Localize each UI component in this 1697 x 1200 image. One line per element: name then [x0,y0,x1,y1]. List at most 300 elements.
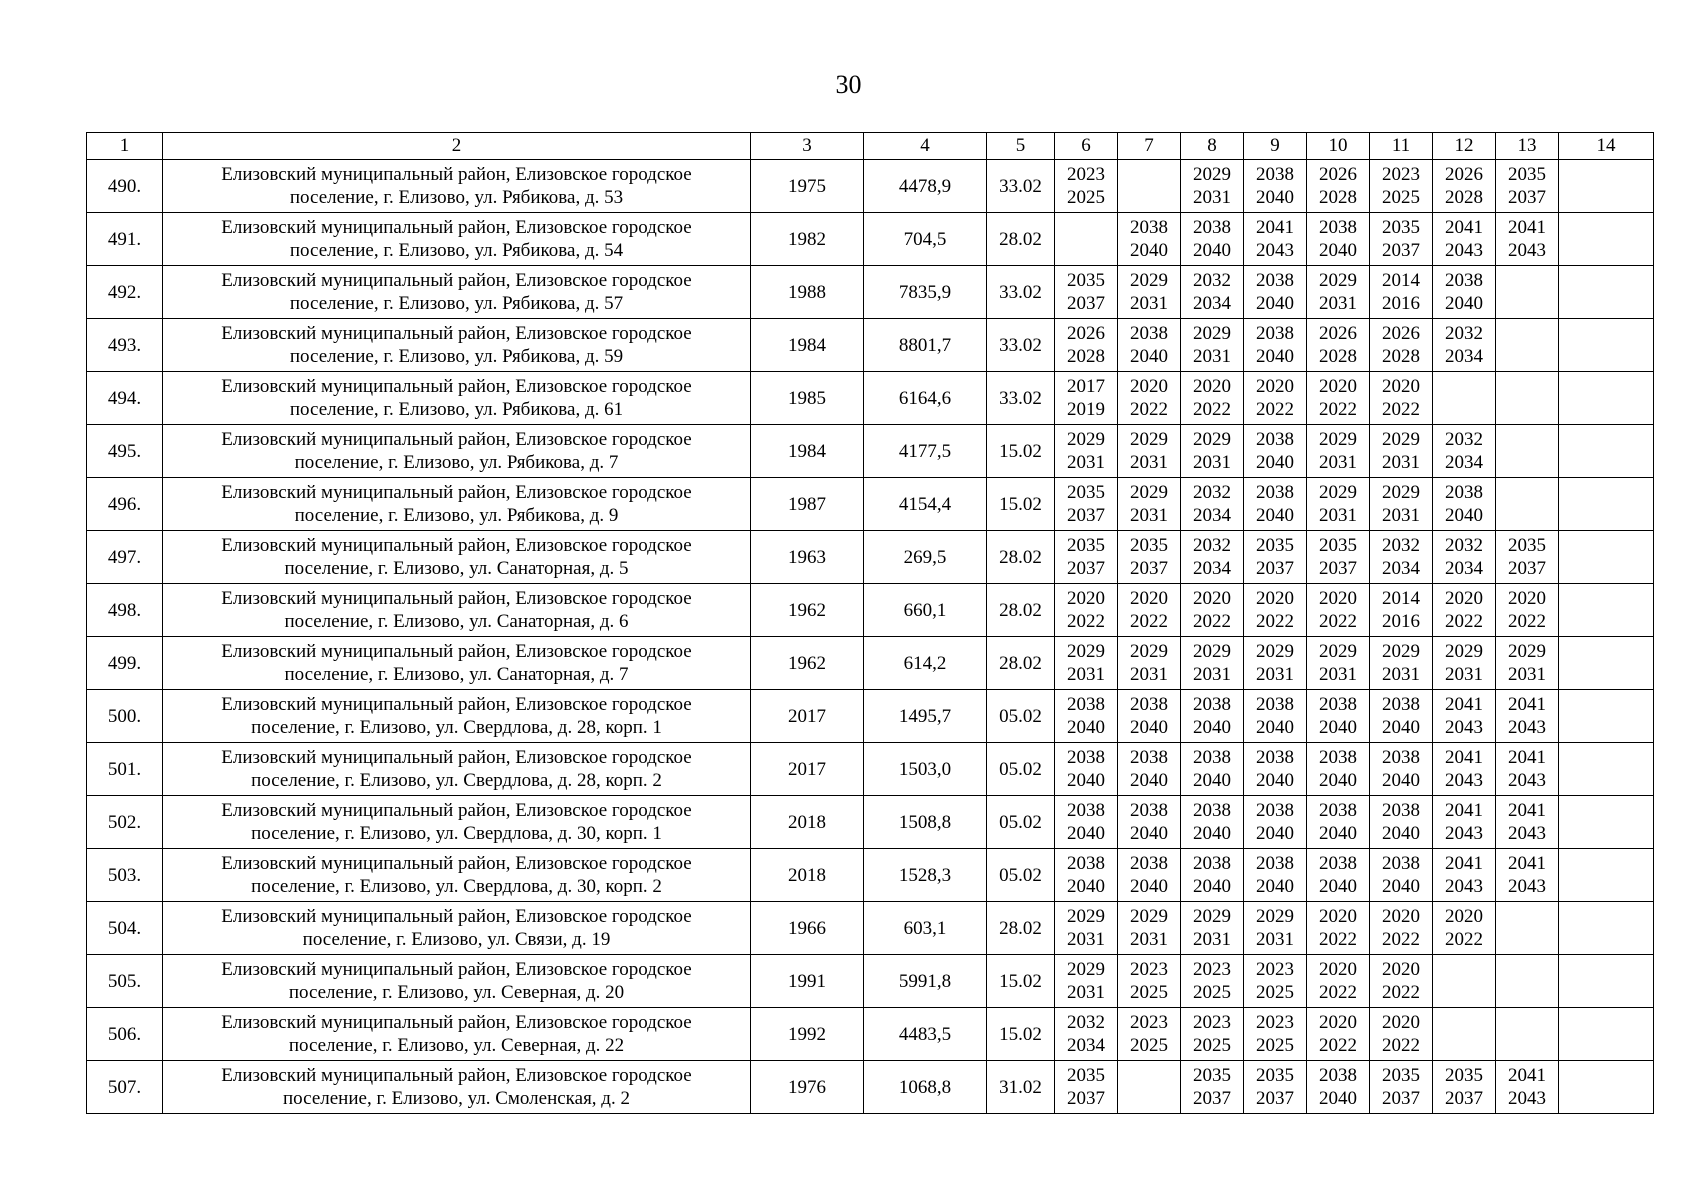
period-cell-11 [1370,372,1433,425]
period-end: 2031 [1319,505,1357,526]
row-number: 506. [87,1008,163,1061]
period-cell-6 [1055,743,1118,796]
period-cell-12 [1433,160,1496,213]
period-end: 2034 [1193,293,1231,314]
period-start: 2041 [1508,853,1546,874]
address-cell [163,266,751,319]
period-start: 2029 [1067,959,1105,980]
period-cell-8 [1181,372,1244,425]
table-body [87,160,1654,1114]
period-cell-8 [1181,1061,1244,1114]
period-start: 2041 [1445,217,1483,238]
period-cell-8 [1181,743,1244,796]
period-cell-10 [1307,1008,1370,1061]
period-end: 2040 [1319,717,1357,738]
build-year-cell: 1984 [751,319,864,372]
period-start: 2032 [1445,535,1483,556]
table-row [87,743,1654,796]
period-cell-7 [1118,531,1181,584]
period-cell-9 [1244,1061,1307,1114]
period-cell-9 [1244,584,1307,637]
address-line-2: поселение, г. Елизово, ул. Свердлова, д. 30, корп. 2 [251,876,662,897]
period-end: 2043 [1508,770,1546,791]
period-start: 2035 [1067,270,1105,291]
period-cell-11 [1370,478,1433,531]
period-start: 2041 [1256,217,1294,238]
column-header-5: 5 [987,133,1055,160]
area-cell: 614,2 [864,637,987,690]
area-cell: 4154,4 [864,478,987,531]
period-start: 2020 [1130,588,1168,609]
build-year-cell: 1987 [751,478,864,531]
period-cell-10 [1307,213,1370,266]
address-line-2: поселение, г. Елизово, ул. Рябикова, д. 61 [289,399,624,420]
period-start: 2038 [1193,747,1231,768]
period-cell-13 [1496,160,1559,213]
period-end: 2043 [1445,876,1483,897]
period-cell-10 [1307,743,1370,796]
period-cell-7 [1118,902,1181,955]
period-start: 2023 [1067,164,1105,185]
area-cell: 1068,8 [864,1061,987,1114]
period-cell-13 [1496,637,1559,690]
address-cell [163,584,751,637]
period-end: 2040 [1445,505,1483,526]
period-cell-7 [1118,637,1181,690]
period-end: 2022 [1193,611,1231,632]
area-cell: 1508,8 [864,796,987,849]
period-cell-11 [1370,902,1433,955]
area-cell: 4483,5 [864,1008,987,1061]
period-start: 2020 [1445,588,1483,609]
period-start: 2020 [1130,376,1168,397]
area-cell: 4478,9 [864,160,987,213]
period-cell-10 [1307,160,1370,213]
row-number: 494. [87,372,163,425]
address-line-1: Елизовский муниципальный район, Елизовское городское [221,482,692,503]
period-end: 2022 [1256,399,1294,420]
row-number: 495. [87,425,163,478]
period-cell-9 [1244,955,1307,1008]
page-number: 30 [835,70,862,99]
period-cell-6 [1055,1008,1118,1061]
period-start: 2029 [1319,429,1357,450]
row-number: 490. [87,160,163,213]
period-end: 2037 [1067,558,1105,579]
period-start: 2041 [1508,1065,1546,1086]
period-cell-14 [1559,372,1654,425]
build-year-cell: 1962 [751,637,864,690]
period-end: 2043 [1508,240,1546,261]
period-start: 2032 [1067,1012,1105,1033]
period-end: 2031 [1193,346,1231,367]
period-end: 2040 [1130,823,1168,844]
period-end: 2031 [1130,929,1168,950]
address-line-1: Елизовский муниципальный район, Елизовское городское [221,535,692,556]
period-cell-11 [1370,319,1433,372]
period-start: 2038 [1382,694,1420,715]
period-end: 2037 [1256,1088,1294,1109]
period-start: 2029 [1319,270,1357,291]
period-cell-6 [1055,796,1118,849]
period-end: 2037 [1067,1088,1105,1109]
period-end: 2031 [1193,664,1231,685]
period-start: 2041 [1445,800,1483,821]
address-cell [163,690,751,743]
period-start: 2035 [1319,535,1357,556]
period-cell-6 [1055,425,1118,478]
period-start: 2029 [1382,482,1420,503]
address-cell [163,478,751,531]
period-start: 2026 [1067,323,1105,344]
period-cell-12 [1433,902,1496,955]
code-cell: 05.02 [987,743,1055,796]
table-row [87,849,1654,902]
period-start: 2038 [1256,482,1294,503]
code-cell: 28.02 [987,637,1055,690]
address-line-2: поселение, г. Елизово, ул. Северная, д. 22 [288,1035,625,1056]
column-header-1: 1 [87,133,163,160]
period-start: 2038 [1256,270,1294,291]
period-end: 2040 [1256,346,1294,367]
period-cell-14 [1559,266,1654,319]
period-start: 2020 [1067,588,1105,609]
address-line-2: поселение, г. Елизово, ул. Санаторная, д. 5 [284,558,629,579]
area-cell: 269,5 [864,531,987,584]
period-cell-7 [1118,372,1181,425]
period-cell-14 [1559,478,1654,531]
period-end: 2031 [1067,452,1105,473]
period-end: 2040 [1256,505,1294,526]
period-start: 2020 [1319,588,1357,609]
period-start: 2023 [1130,959,1168,980]
period-cell-11 [1370,266,1433,319]
period-cell-10 [1307,849,1370,902]
period-end: 2019 [1067,399,1105,420]
period-end: 2022 [1319,399,1357,420]
code-cell: 31.02 [987,1061,1055,1114]
period-start: 2020 [1319,1012,1357,1033]
period-cell-14 [1559,319,1654,372]
period-end: 2034 [1445,558,1483,579]
period-cell-13 [1496,213,1559,266]
period-cell-13 [1496,690,1559,743]
period-start: 2038 [1193,694,1231,715]
period-cell-12 [1433,955,1496,1008]
period-start: 2038 [1193,853,1231,874]
table-row [87,319,1654,372]
address-line-2: поселение, г. Елизово, ул. Рябикова, д. 59 [289,346,624,367]
period-start: 2038 [1256,800,1294,821]
period-end: 2034 [1382,558,1420,579]
period-end: 2040 [1382,823,1420,844]
period-start: 2020 [1508,588,1546,609]
build-year-cell: 2017 [751,690,864,743]
period-start: 2035 [1508,164,1546,185]
period-cell-6 [1055,849,1118,902]
period-start: 2038 [1445,270,1483,291]
period-end: 2037 [1382,1088,1420,1109]
period-cell-13 [1496,319,1559,372]
period-start: 2023 [1193,1012,1231,1033]
period-cell-7 [1118,955,1181,1008]
table-row [87,1008,1654,1061]
period-start: 2029 [1067,641,1105,662]
period-end: 2040 [1445,293,1483,314]
period-start: 2023 [1382,164,1420,185]
period-start: 2020 [1319,376,1357,397]
address-line-1: Елизовский муниципальный район, Елизовское городское [221,694,692,715]
period-cell-9 [1244,1008,1307,1061]
period-cell-11 [1370,743,1433,796]
period-cell-13 [1496,425,1559,478]
build-year-cell: 2018 [751,849,864,902]
period-cell-7 [1118,319,1181,372]
period-start: 2038 [1319,217,1357,238]
period-cell-10 [1307,902,1370,955]
period-cell-13 [1496,1061,1559,1114]
table-row [87,213,1654,266]
period-end: 2040 [1193,240,1231,261]
period-end: 2043 [1445,240,1483,261]
period-end: 2022 [1508,611,1546,632]
period-end: 2040 [1067,876,1105,897]
period-start: 2038 [1319,800,1357,821]
period-start: 2020 [1445,906,1483,927]
period-start: 2032 [1382,535,1420,556]
period-end: 2022 [1067,611,1105,632]
column-header-4: 4 [864,133,987,160]
period-end: 2031 [1319,293,1357,314]
address-cell [163,160,751,213]
period-start: 2038 [1130,747,1168,768]
period-end: 2040 [1256,452,1294,473]
period-end: 2028 [1067,346,1105,367]
period-cell-8 [1181,213,1244,266]
period-cell-10 [1307,1061,1370,1114]
period-end: 2040 [1319,240,1357,261]
period-end: 2022 [1130,399,1168,420]
address-cell [163,425,751,478]
column-header-9: 9 [1244,133,1307,160]
period-cell-12 [1433,213,1496,266]
period-start: 2029 [1130,429,1168,450]
period-start: 2041 [1508,694,1546,715]
build-year-cell: 1966 [751,902,864,955]
address-cell [163,796,751,849]
address-line-1: Елизовский муниципальный район, Елизовское городское [221,906,692,927]
period-cell-6 [1055,1061,1118,1114]
column-header-13: 13 [1496,133,1559,160]
period-cell-6 [1055,531,1118,584]
address-line-2: поселение, г. Елизово, ул. Свердлова, д. 30, корп. 1 [251,823,662,844]
period-cell-7 [1118,266,1181,319]
period-start: 2038 [1256,747,1294,768]
period-end: 2040 [1382,876,1420,897]
period-start: 2029 [1193,164,1231,185]
period-cell-11 [1370,849,1433,902]
period-cell-11 [1370,584,1433,637]
period-cell-14 [1559,796,1654,849]
period-start: 2038 [1067,694,1105,715]
period-start: 2029 [1193,906,1231,927]
address-cell [163,849,751,902]
period-end: 2040 [1256,293,1294,314]
period-cell-11 [1370,1008,1433,1061]
period-start: 2038 [1067,853,1105,874]
period-start: 2038 [1382,747,1420,768]
period-start: 2032 [1193,270,1231,291]
build-year-cell: 1991 [751,955,864,1008]
address-line-1: Елизовский муниципальный район, Елизовское городское [221,747,692,768]
table-row [87,160,1654,213]
period-end: 2031 [1130,452,1168,473]
period-cell-9 [1244,425,1307,478]
period-end: 2025 [1382,187,1420,208]
area-cell: 660,1 [864,584,987,637]
period-start: 2035 [1067,482,1105,503]
period-cell-8 [1181,531,1244,584]
table-header [87,133,1654,160]
address-line-2: поселение, г. Елизово, ул. Санаторная, д. 6 [284,611,629,632]
row-number: 503. [87,849,163,902]
column-header-14: 14 [1559,133,1654,160]
period-end: 2031 [1445,664,1483,685]
period-cell-8 [1181,955,1244,1008]
period-cell-8 [1181,690,1244,743]
period-cell-14 [1559,743,1654,796]
period-cell-10 [1307,478,1370,531]
period-start: 2038 [1319,694,1357,715]
build-year-cell: 1975 [751,160,864,213]
period-cell-12 [1433,531,1496,584]
period-cell-10 [1307,425,1370,478]
period-cell-13 [1496,902,1559,955]
period-cell-14 [1559,1061,1654,1114]
period-cell-9 [1244,796,1307,849]
period-cell-9 [1244,478,1307,531]
period-start: 2029 [1067,906,1105,927]
period-cell-8 [1181,478,1244,531]
period-cell-10 [1307,372,1370,425]
period-cell-8 [1181,425,1244,478]
period-end: 2016 [1382,293,1420,314]
period-end: 2031 [1382,452,1420,473]
period-start: 2038 [1130,323,1168,344]
period-cell-9 [1244,743,1307,796]
period-end: 2043 [1508,823,1546,844]
address-line-2: поселение, г. Елизово, ул. Рябикова, д. 7 [294,452,619,473]
period-cell-11 [1370,213,1433,266]
period-cell-8 [1181,849,1244,902]
period-end: 2040 [1130,240,1168,261]
period-start: 2038 [1256,694,1294,715]
period-start: 2038 [1130,694,1168,715]
area-cell: 6164,6 [864,372,987,425]
period-end: 2040 [1319,876,1357,897]
period-cell-10 [1307,955,1370,1008]
table-row [87,796,1654,849]
period-cell-14 [1559,902,1654,955]
period-start: 2038 [1067,800,1105,821]
column-header-8: 8 [1181,133,1244,160]
row-number: 493. [87,319,163,372]
period-start: 2023 [1256,959,1294,980]
period-cell-11 [1370,796,1433,849]
period-end: 2037 [1067,293,1105,314]
period-start: 2038 [1445,482,1483,503]
period-cell-10 [1307,584,1370,637]
address-line-1: Елизовский муниципальный район, Елизовское городское [221,853,692,874]
period-end: 2031 [1382,664,1420,685]
table-row [87,955,1654,1008]
code-cell: 33.02 [987,266,1055,319]
period-start: 2029 [1508,641,1546,662]
build-year-cell: 1988 [751,266,864,319]
period-end: 2037 [1508,558,1546,579]
period-end: 2031 [1130,664,1168,685]
address-line-1: Елизовский муниципальный район, Елизовское городское [221,323,692,344]
period-end: 2037 [1319,558,1357,579]
period-cell-14 [1559,160,1654,213]
code-cell: 05.02 [987,690,1055,743]
build-year-cell: 1962 [751,584,864,637]
period-end: 2022 [1445,611,1483,632]
period-start: 2038 [1256,164,1294,185]
period-start: 2035 [1130,535,1168,556]
period-end: 2043 [1445,717,1483,738]
period-cell-8 [1181,796,1244,849]
row-number: 502. [87,796,163,849]
period-cell-6 [1055,637,1118,690]
address-line-1: Елизовский муниципальный район, Елизовское городское [221,641,692,662]
period-end: 2031 [1319,452,1357,473]
period-cell-6 [1055,372,1118,425]
period-end: 2040 [1256,876,1294,897]
period-start: 2020 [1382,906,1420,927]
period-start: 2020 [1193,376,1231,397]
period-cell-13 [1496,266,1559,319]
period-cell-12 [1433,743,1496,796]
period-cell-6 [1055,584,1118,637]
period-end: 2028 [1382,346,1420,367]
period-start: 2038 [1319,853,1357,874]
address-line-2: поселение, г. Елизово, ул. Свердлова, д. 28, корп. 2 [251,770,662,791]
period-end: 2034 [1445,452,1483,473]
table-row [87,584,1654,637]
period-cell-13 [1496,955,1559,1008]
period-cell-10 [1307,319,1370,372]
period-start: 2026 [1319,164,1357,185]
address-line-2: поселение, г. Елизово, ул. Рябикова, д. 54 [289,240,624,261]
period-start: 2029 [1256,906,1294,927]
column-header-7: 7 [1118,133,1181,160]
period-start: 2020 [1319,959,1357,980]
period-end: 2025 [1130,1035,1168,1056]
period-start: 2026 [1319,323,1357,344]
period-cell-7 [1118,584,1181,637]
area-cell: 8801,7 [864,319,987,372]
period-cell-11 [1370,160,1433,213]
column-header-12: 12 [1433,133,1496,160]
period-start: 2023 [1256,1012,1294,1033]
period-cell-11 [1370,955,1433,1008]
period-end: 2022 [1382,929,1420,950]
row-number: 492. [87,266,163,319]
address-line-1: Елизовский муниципальный район, Елизовское городское [221,959,692,980]
area-cell: 4177,5 [864,425,987,478]
period-start: 2041 [1508,747,1546,768]
